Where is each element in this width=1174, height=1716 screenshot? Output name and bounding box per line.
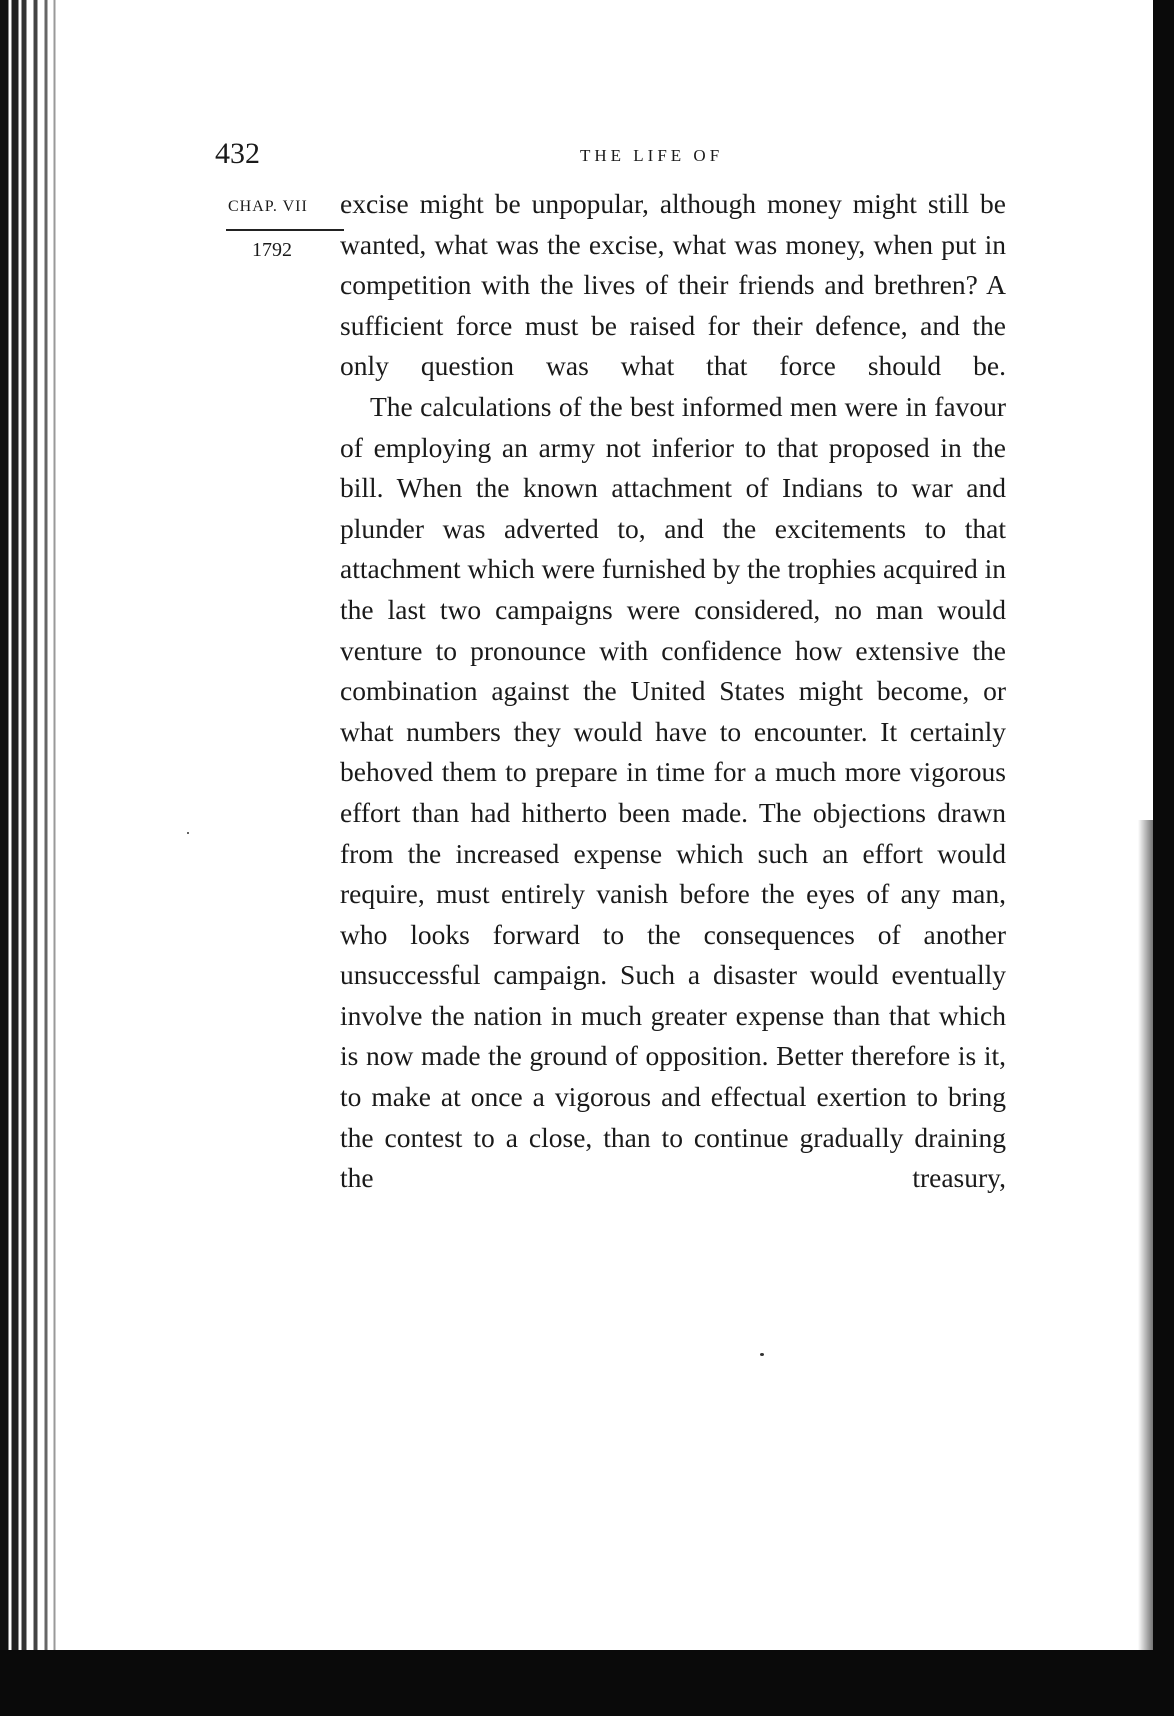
scan-bottom-edge — [0, 1650, 1174, 1716]
margin-rule — [226, 229, 344, 231]
scan-right-edge-fade — [1138, 820, 1153, 1650]
paragraph-2: The calculations of the best informed men were in favour of employing an army not inferior to that proposed in the bill. When the known attachment of Indians to war and plunder was adverted to, and the excitements to that attachment which were furnished by the trophies acquired in the last two campaigns were considered, no man would venture to pronounce with confidence how extensive the combination against the United States might become, or what numbers they would have to encounter. It certainly behoved them to prepare in time for a much more vigorous effort than had hitherto been made. The objections drawn from the increased expense which such an effort would require, must entirely vanish before the eyes of any man, who looks forward to the consequences of another unsuccessful campaign. Such a disaster would eventually involve the nation in much greater expense than that which is now made the ground of opposition. Better therefore is it, to make at once a vigorous and effectual exertion to bring the contest to a close, than to continue gradually draining the treasury, — [340, 390, 1006, 1194]
scan-speck — [760, 1353, 764, 1356]
year-margin-note: 1792 — [252, 239, 292, 261]
scan-binding-shadow — [0, 0, 60, 1716]
paragraph-1: excise might be unpopular, although money might still be wanted, what was the excise, what was money, when put in competition with the lives of their friends and brethren? A sufficient force must be raised for their defence, and the only question was what that force should be. — [340, 188, 1006, 382]
chapter-margin-note: CHAP. VII — [228, 198, 308, 215]
running-head: THE LIFE OF — [580, 146, 724, 165]
body-text — [340, 184, 1006, 1199]
scan-right-edge — [1153, 0, 1174, 1716]
scan-speck — [187, 832, 189, 834]
page-number: 432 — [215, 137, 260, 170]
